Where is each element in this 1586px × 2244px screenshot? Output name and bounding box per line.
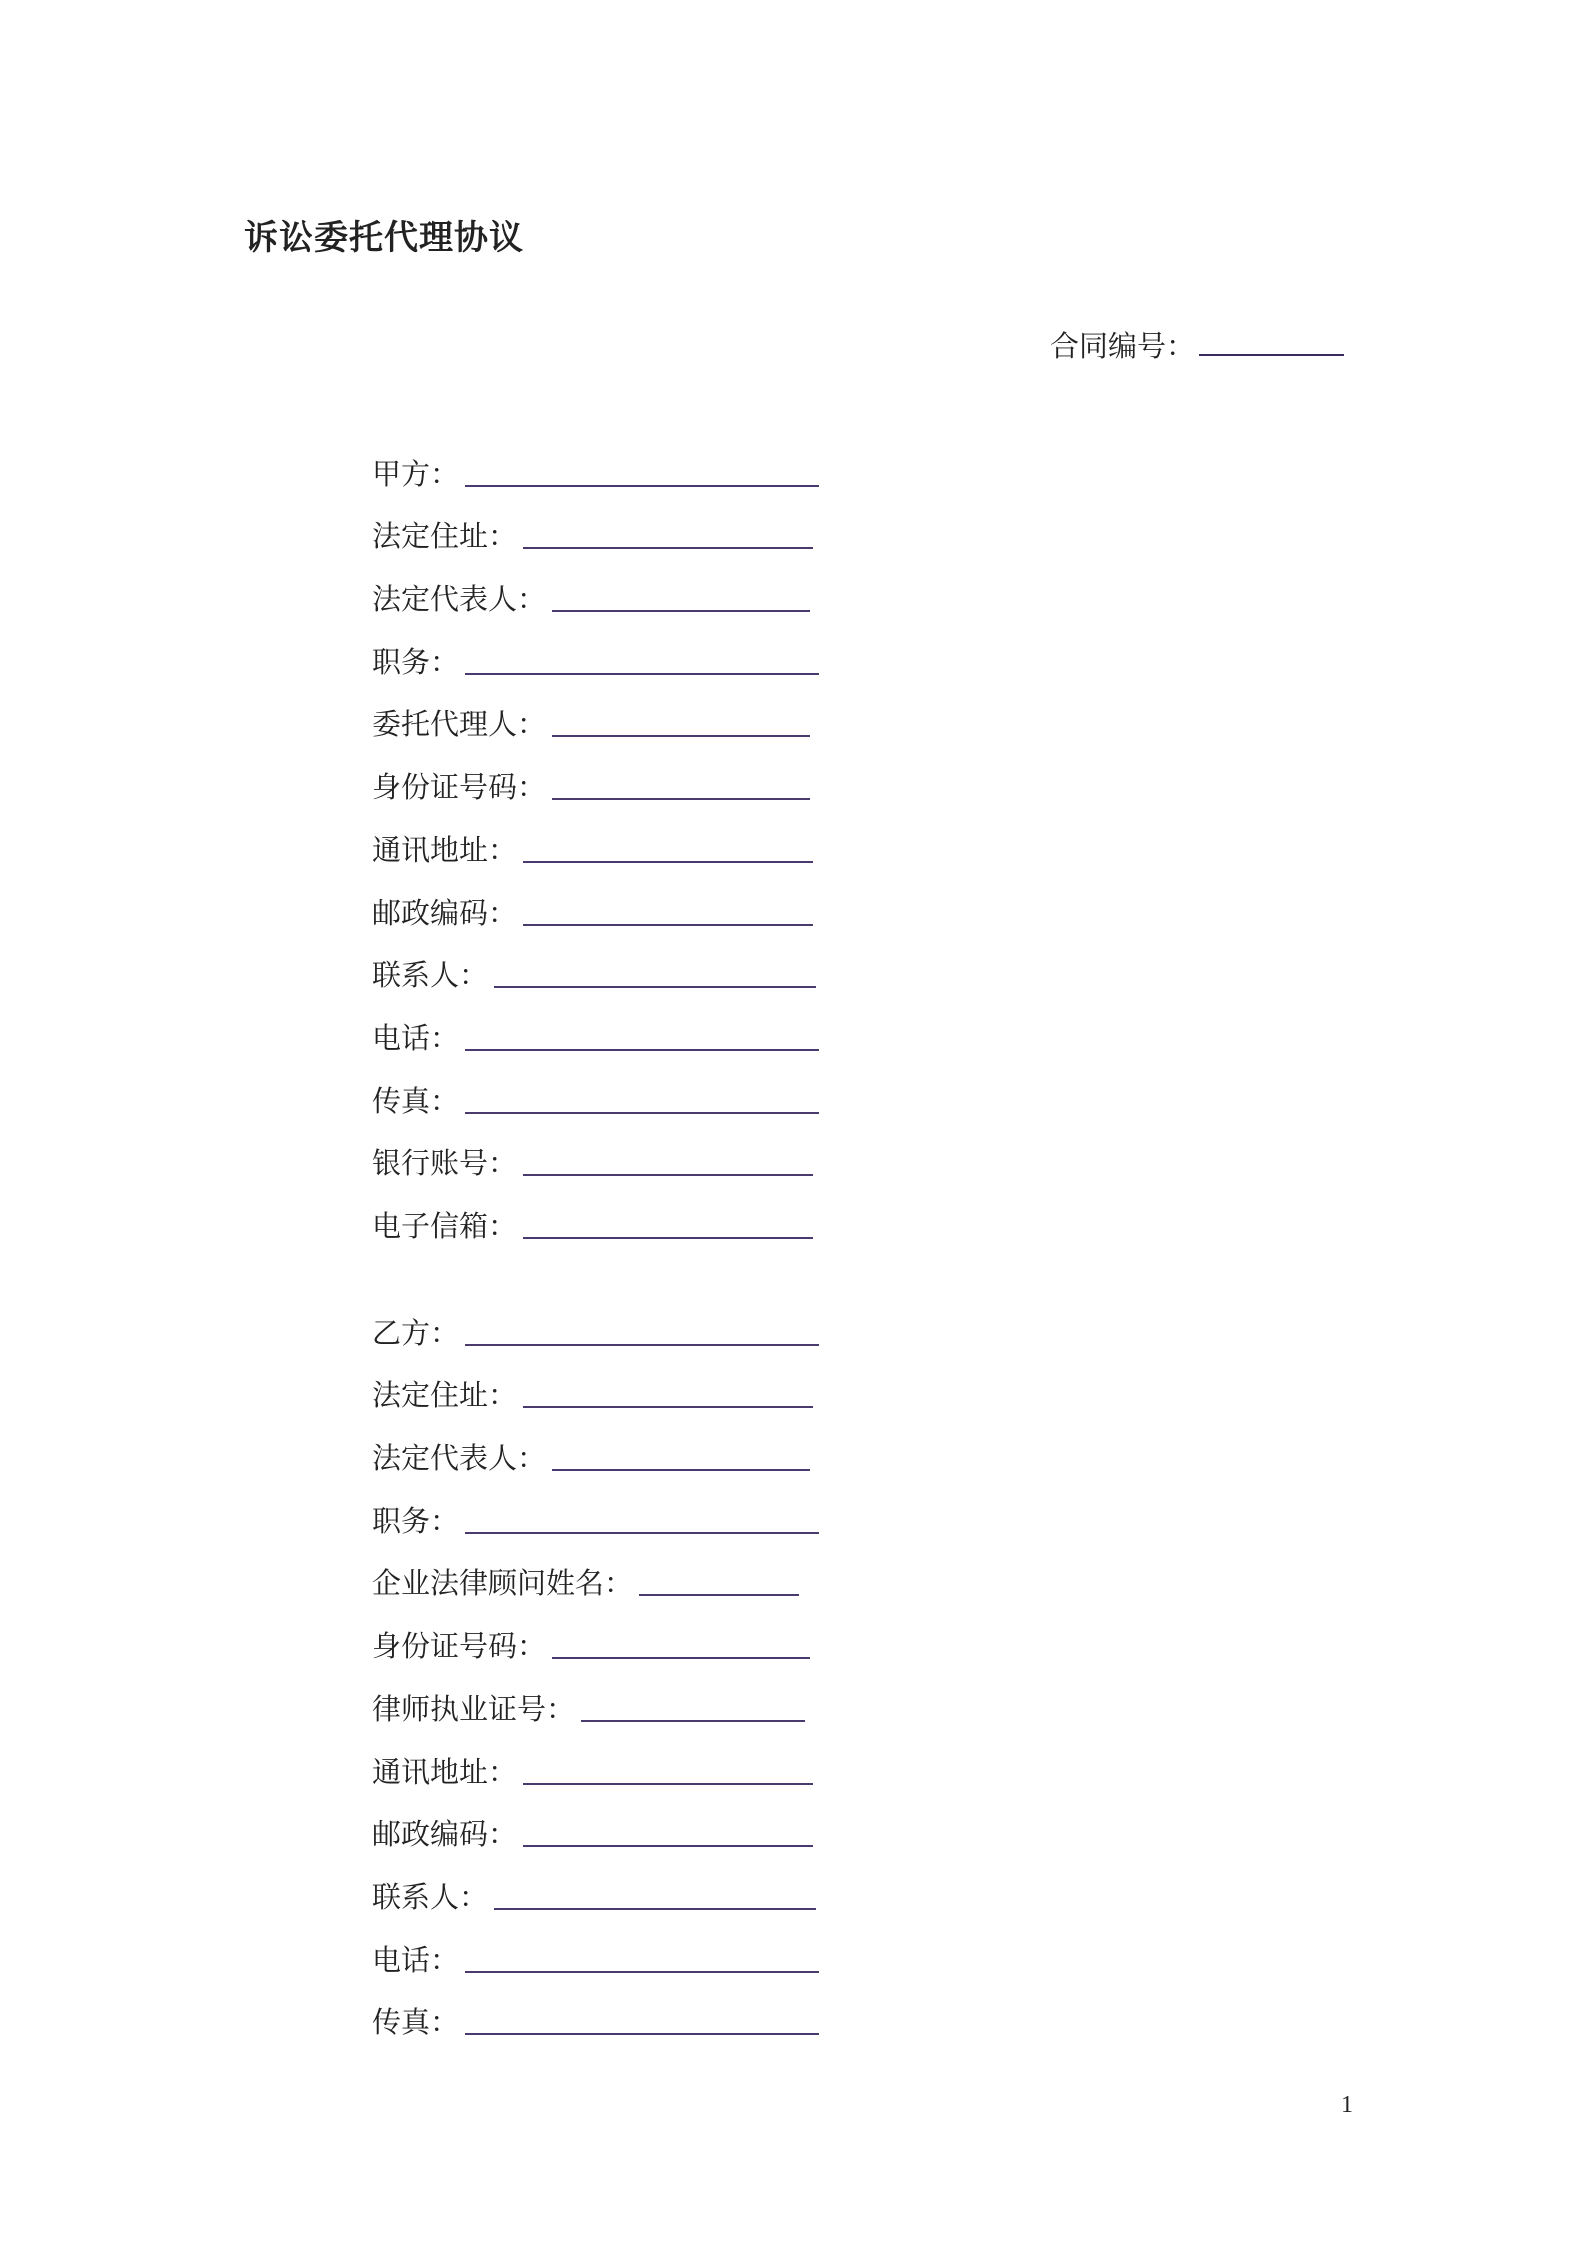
party-b-id-number-field[interactable] [552, 1627, 810, 1659]
party-a-field-row [372, 867, 819, 930]
party-b-address-field[interactable] [523, 1376, 813, 1408]
party-b-mailing-address-field[interactable] [523, 1753, 813, 1785]
field-label: 委托代理人： [372, 707, 547, 742]
page-number: 1 [1341, 2092, 1353, 2118]
party-a-field-row [372, 804, 819, 867]
party-a-section [372, 428, 819, 1243]
field-label: 法定住址： [372, 1378, 518, 1413]
party-b-field-row [372, 1287, 819, 1350]
party-a-field-row [372, 930, 819, 993]
party-b-field-row [372, 1726, 819, 1789]
field-label: 银行账号： [372, 1146, 518, 1181]
party-b-position-field[interactable] [465, 1502, 819, 1534]
field-label: 传真： [372, 1083, 460, 1118]
party-b-field-row [372, 1977, 819, 2040]
field-label: 联系人： [372, 1879, 489, 1914]
party-a-agent-field[interactable] [552, 705, 810, 737]
party-b-field-row [372, 1851, 819, 1914]
party-a-email-field[interactable] [523, 1207, 813, 1239]
party-a-field-row [372, 491, 819, 554]
party-a-field-row [372, 616, 819, 679]
party-b-field-row [372, 1663, 819, 1726]
party-b-legal-rep-field[interactable] [552, 1439, 810, 1471]
party-a-field-row [372, 428, 819, 491]
field-label: 乙方： [372, 1315, 460, 1350]
party-a-field-row [372, 992, 819, 1055]
field-label: 电子信箱： [372, 1208, 518, 1243]
field-label: 邮政编码： [372, 895, 518, 930]
field-label: 邮政编码： [372, 1817, 518, 1852]
party-b-field-row [372, 1538, 819, 1601]
contract-number-field[interactable] [1199, 324, 1344, 356]
field-label: 通讯地址： [372, 832, 518, 867]
party-b-field-row [372, 1789, 819, 1852]
field-label: 企业法律顾问姓名： [372, 1566, 634, 1601]
party-b-phone-field[interactable] [465, 1941, 819, 1973]
party-b-field-row [372, 1475, 819, 1538]
party-a-address-field[interactable] [523, 517, 813, 549]
party-b-legal-counsel-field[interactable] [639, 1564, 799, 1596]
party-a-legal-rep-field[interactable] [552, 580, 810, 612]
field-label: 律师执业证号： [372, 1691, 576, 1726]
field-label: 联系人： [372, 958, 489, 993]
party-a-mailing-address-field[interactable] [523, 831, 813, 863]
field-label: 法定代表人： [372, 582, 547, 617]
party-a-field-row [372, 741, 819, 804]
field-label: 身份证号码： [372, 1629, 547, 1664]
party-b-field-row [372, 1600, 819, 1663]
contract-number [1050, 324, 1344, 365]
party-b-fax-field[interactable] [465, 2003, 819, 2035]
party-a-contact-field[interactable] [494, 956, 816, 988]
party-b-lawyer-license-field[interactable] [581, 1690, 805, 1722]
party-b-field-row [372, 1350, 819, 1413]
field-label: 法定代表人： [372, 1441, 547, 1476]
field-label: 职务： [372, 1503, 460, 1538]
field-label: 电话： [372, 1942, 460, 1977]
party-b-name-field[interactable] [465, 1314, 819, 1346]
party-b-postal-code-field[interactable] [523, 1815, 813, 1847]
document-title: 诉讼委托代理协议 [244, 218, 524, 258]
party-b-section [372, 1287, 819, 2039]
party-a-bank-account-field[interactable] [523, 1144, 813, 1176]
party-a-field-row [372, 1180, 819, 1243]
field-label: 通讯地址： [372, 1754, 518, 1789]
party-a-postal-code-field[interactable] [523, 894, 813, 926]
party-a-field-row [372, 1118, 819, 1181]
field-label: 身份证号码： [372, 770, 547, 805]
contract-number-label: 合同编号： [1050, 329, 1196, 363]
party-a-field-row [372, 553, 819, 616]
party-a-name-field[interactable] [465, 455, 819, 487]
party-b-field-row [372, 1914, 819, 1977]
party-b-contact-field[interactable] [494, 1878, 816, 1910]
field-label: 甲方： [372, 456, 460, 491]
party-a-field-row [372, 679, 819, 742]
field-label: 电话： [372, 1020, 460, 1055]
field-label: 法定住址： [372, 519, 518, 554]
party-a-phone-field[interactable] [465, 1019, 819, 1051]
party-a-fax-field[interactable] [465, 1082, 819, 1114]
field-label: 传真： [372, 2005, 460, 2040]
party-a-field-row [372, 1055, 819, 1118]
party-a-position-field[interactable] [465, 643, 819, 675]
party-a-id-number-field[interactable] [552, 768, 810, 800]
field-label: 职务： [372, 644, 460, 679]
party-b-field-row [372, 1412, 819, 1475]
